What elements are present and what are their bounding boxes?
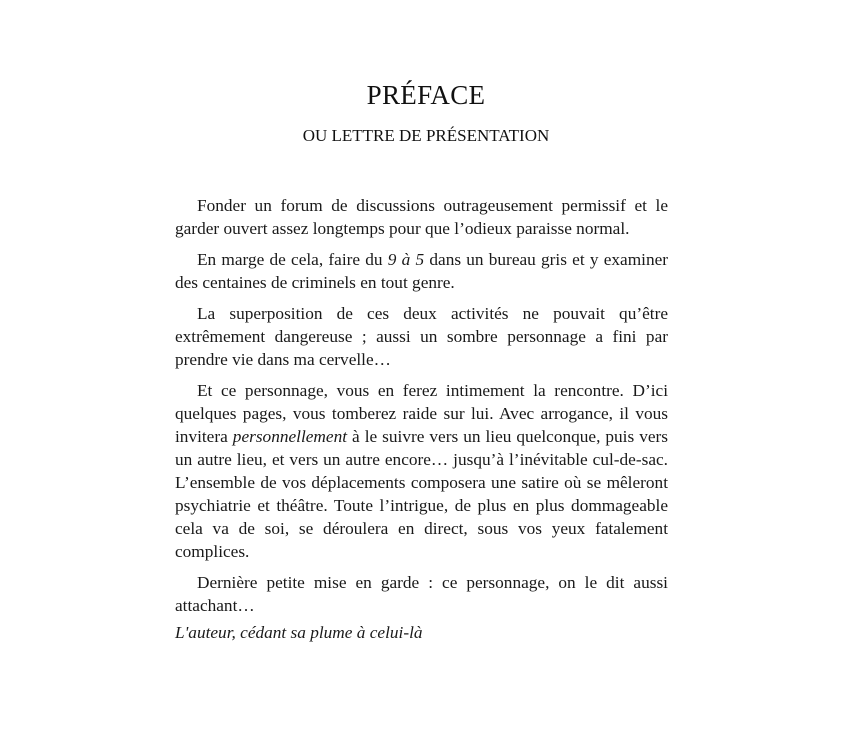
signature: L'auteur, cédant sa plume à celui-là — [175, 623, 423, 642]
page-subtitle: OU LETTRE DE PRÉSENTATION — [302, 126, 550, 145]
paragraph-4-start: Et ce personnage, vous en ferez intimement la rencontre. D’ici quelques pages, vous tomberez raide sur lui. Avec arrogance, il vous invitera — [175, 381, 668, 446]
paragraph-4-italic: personnellement — [232, 427, 348, 446]
paragraph-2-end: dans un bureau gris et y examiner des centaines de criminels en tout genre. — [175, 250, 669, 292]
paragraph-2-italic: 9 à 5 — [387, 250, 425, 269]
paragraph-5: Dernière petite mise en garde : ce personnage, on le dit aussi attachant… — [175, 573, 668, 615]
paragraph-2-start: En marge de cela, faire du — [197, 250, 388, 269]
preface-body — [175, 194, 668, 652]
paragraph-1: Fonder un forum de discussions outrageusement permissif et le garder ouvert assez longtemps pour que l’odieux paraisse normal. — [175, 196, 668, 238]
paragraph-4-end: à le suivre vers un lieu quelconque, puis vers un autre lieu, et vers un autre encore… jusqu’à l’inévitable cul-de-sac. L’ensemble de vos déplacements composera une satire où se mêleront psychiatrie et théâtre. Toute l’intrigue, de plus en plus dommageable cela va de soi, se déroulera en direct, sous vos yeux fatalement complices. — [175, 427, 668, 561]
paragraph-3: La superposition de ces deux activités ne pouvait qu’être extrêmement dangereuse ; aussi un sombre personnage a fini par prendre vie dans ma cervelle… — [175, 304, 668, 369]
page-title: PRÉFACE — [366, 80, 486, 110]
paragraph-4 — [175, 379, 668, 563]
paragraph-2 — [175, 248, 668, 294]
